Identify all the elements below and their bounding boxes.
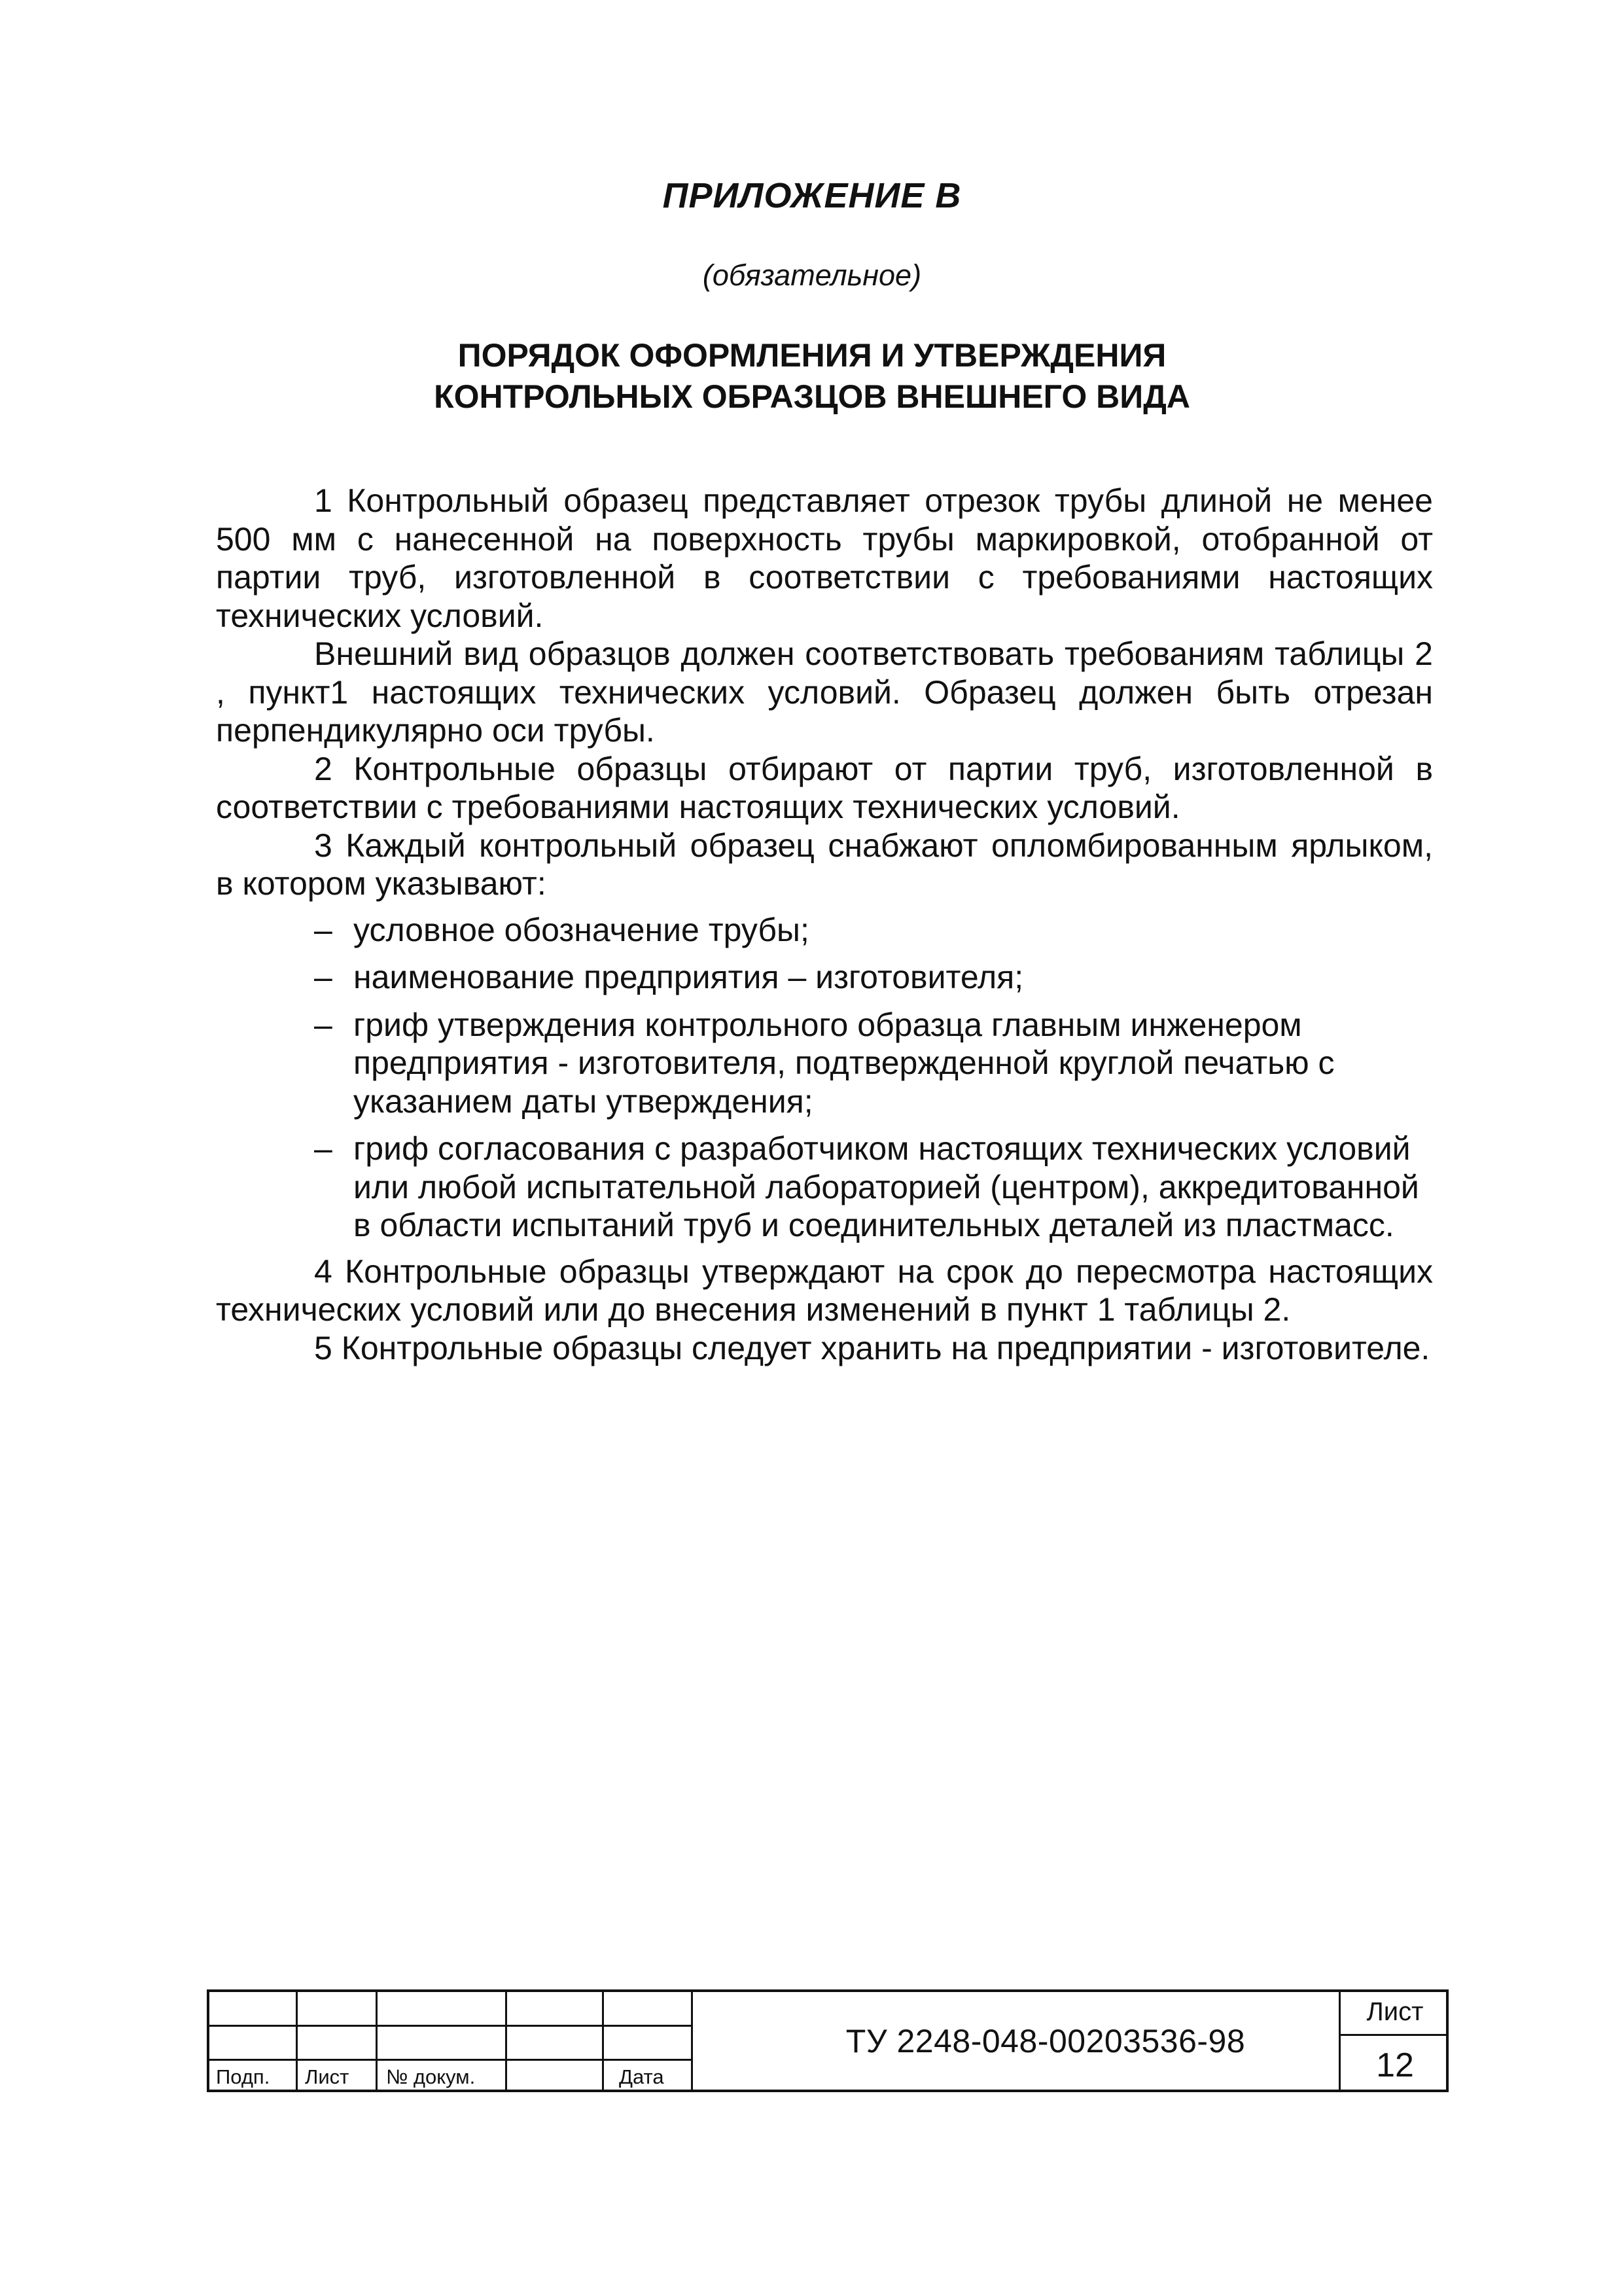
appendix-title: ПРИЛОЖЕНИЕ В — [662, 176, 962, 215]
list-item: – условное обозначение трубы; — [314, 911, 809, 948]
list-item: – наименование предприятия – изготовителя; — [314, 959, 1024, 995]
list-dash: – — [314, 911, 332, 948]
paragraph-1: 1 Контрольный образец представляет отрезок трубы длиной не менее 500 мм с нанесенной на поверхность трубы маркировкой, отобранной от партии труб, изготовленной в соответствии с требованиями настоящих технических условий. — [216, 482, 1433, 634]
section-title — [0, 335, 1624, 418]
title-block — [207, 1989, 1449, 2092]
stamp-divider — [296, 1992, 298, 2090]
sheet-number: 12 — [1376, 2046, 1414, 2084]
paragraph-2: Внешний вид образцов должен соответствовать требованиям таблицы 2 , пункт1 настоящих технических условий. Образец должен быть отрезан перпендикулярно оси трубы. — [216, 635, 1433, 749]
stamp-col-date: Дата — [619, 2065, 664, 2088]
section-title-line-1: ПОРЯДОК ОФОРМЛЕНИЯ И УТВЕРЖДЕНИЯ — [457, 337, 1167, 374]
paragraph-4: 3 Каждый контрольный образец снабжают опломбированным ярлыком, в котором указывают: — [216, 827, 1433, 902]
stamp-col-sign: Подп. — [216, 2065, 270, 2088]
list-dash: – — [314, 959, 332, 995]
paragraph-6: 5 Контрольные образцы следует хранить на предприятии - изготовителе. — [314, 1329, 1430, 1366]
stamp-divider — [376, 1992, 378, 2090]
stamp-divider — [691, 1992, 693, 2090]
label-contents-list — [216, 911, 1433, 1245]
paragraph-5: 4 Контрольные образцы утверждают на срок до пересмотра настоящих технических условий или до внесения изменений в пункт 1 таблицы 2. — [216, 1253, 1433, 1328]
body-text — [216, 482, 1433, 1367]
list-item: – гриф согласования с разработчиком настоящих технических условий или любой испытательной лабораторией (центром), аккредитованной в области испытаний труб и соединительных деталей из пластмасс. — [314, 1130, 1419, 1243]
paragraph-3: 2 Контрольные образцы отбирают от партии труб, изготовленной в соответствии с требованиями настоящих технических условий. — [216, 750, 1433, 825]
list-dash: – — [314, 1006, 332, 1043]
stamp-divider — [505, 1992, 507, 2090]
appendix-status: (обязательное) — [702, 258, 922, 292]
stamp-divider — [209, 2025, 692, 2027]
stamp-divider — [602, 1992, 604, 2090]
sheet-label: Лист — [1366, 1997, 1424, 2026]
section-title-line-2: КОНТРОЛЬНЫХ ОБРАЗЦОВ ВНЕШНЕГО ВИДА — [434, 378, 1190, 415]
list-dash: – — [314, 1130, 332, 1167]
stamp-col-sheet: Лист — [305, 2065, 349, 2088]
stamp-col-doc: № докум. — [386, 2065, 476, 2088]
document-code: ТУ 2248-048-00203536-98 — [845, 2022, 1246, 2059]
list-item: – гриф утверждения контрольного образца главным инженером предприятия - изготовителя, подтвержденной круглой печатью с указанием даты утверждения; — [314, 1006, 1335, 1120]
stamp-divider — [209, 2059, 692, 2061]
